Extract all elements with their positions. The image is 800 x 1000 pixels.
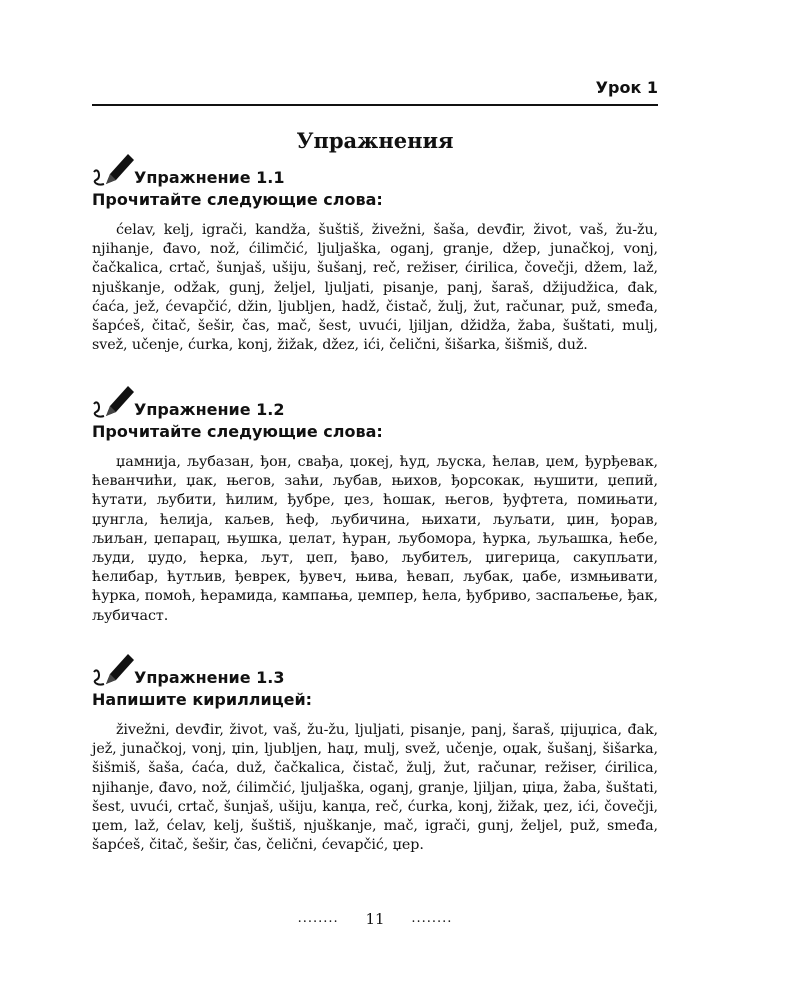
pen-icon — [92, 382, 136, 422]
exercise-title: Упражнение 1.1 — [134, 168, 285, 187]
page-footer — [92, 910, 658, 928]
header-rule — [92, 104, 658, 106]
exercise-1-2 — [92, 382, 658, 626]
exercise-text: џамнија, љубазан, ђон, свађа, џокеј, ћуд, љуска, ћелав, џем, ђурђевак, ћеванчићи, џак, његов, заћи, љубав, њихов, ђорсокак, њушити, џепий, ћутати, љубити, ћилим, ђубре, џез, ћошак, његов, ђуфтета, помињати, џунгла, ћелија, каљев, ћеф, љубичина, њихати, љуљати, џин, ђорав, љиљан, џепарац, њушка, џелат, ћуран, љубомора, ћурка, љуљашка, ћебе, људи, џудо, ћерка, љут, џеп, ђаво, љубитељ, џигерица, сакупљати, ћелибар, ћутљив, ђеврек, ђувеч, њива, ћевап, љубак, џабе, измњивати, ћурка, помоћ, ћерамида, кампања, џемпер, ћела, ђубриво, заспаљење, ђак, љубичаст. — [92, 454, 658, 624]
footer-dots-right: ........ — [411, 911, 453, 926]
exercise-instruction: Прочитайте следующие слова: — [92, 190, 383, 209]
exercise-1-3 — [92, 650, 658, 855]
exercise-title: Упражнение 1.3 — [134, 668, 285, 687]
exercise-text: živežni, devđir, život, vaš, žu-žu, ljuljati, pisanje, panj, šaraš, џijuџica, đak, jež, junačkoj, vonj, џin, ljubljen, haџ, mulj, svež, učenje, oџak, šušanj, šišarka, šišmiš, šaša, ćaća, duž, čačkalica, čistač, žulj, žut, računar, režiser, ćirilica, njihanje, đavo, nož, ćilimčić, ljuljaška, oganj, granje, ljiljan, џiџa, žaba, šuštati, šest, uvući, crtač, šunjaš, ušiju, kanџa, reč, ćurka, konj, žižak, џez, ići, čovečji, џem, laž, ćelav, kelj, šuštiš, njuškanje, mač, igrači, gunj, željel, puž, smeđa, šapćeš, čitač, šešir, čas, čelični, ćevapčić, џep. — [92, 722, 658, 854]
footer-dots-left: ........ — [297, 911, 339, 926]
exercise-header — [92, 382, 658, 422]
page-number: 11 — [365, 910, 385, 928]
exercise-instruction: Прочитайте следующие слова: — [92, 422, 383, 441]
exercise-instruction: Напишите кириллицей: — [92, 690, 313, 709]
page-title: Упражнения — [296, 128, 454, 153]
pen-icon — [92, 650, 136, 690]
exercise-header — [92, 150, 658, 190]
pen-icon — [92, 150, 136, 190]
lesson-header: Урок 1 — [595, 78, 658, 97]
exercise-title: Упражнение 1.2 — [134, 400, 285, 419]
exercise-header — [92, 650, 658, 690]
exercise-1-1 — [92, 150, 658, 355]
exercise-text: ćelav, kelj, igrači, kandža, šuštiš, živežni, šaša, devđir, život, vaš, žu-žu, njihanje, đavo, nož, ćilimčić, ljuljaška, oganj, granje, džep, junačkoj, vonj, čačkalica, crtač, šunjaš, ušiju, šušanj, reč, režiser, ćirilica, čovečji, džem, laž, njuškanje, odžak, gunj, željel, ljuljati, pisanje, panj, šaraš, džijudžica, đak, ćaća, jež, ćevapčić, džin, ljubljen, hadž, čistač, žulj, žut, računar, puž, smeđa, šapćeš, čitač, šešir, čas, mač, šest, uvući, ljiljan, džidža, žaba, šuštati, mulj, svež, učenje, ćurka, konj, žižak, džez, ići, čelični, šišarka, šišmiš, duž. — [92, 222, 658, 354]
